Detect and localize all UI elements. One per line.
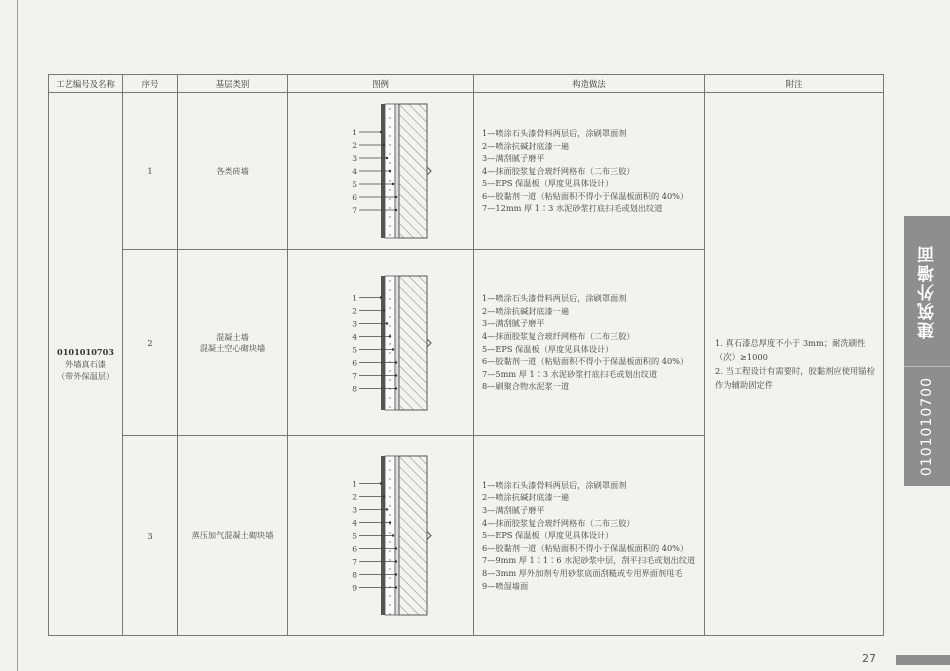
layer-label: 9 (351, 583, 357, 593)
row-3-serial: 3 (123, 436, 178, 636)
insulation-dot (389, 307, 390, 308)
leader-dot (385, 322, 387, 324)
method-line: 4—抹面胶浆复合玻纤网格布（二布三胶） (482, 330, 635, 341)
chapter-side-tab (904, 216, 950, 486)
layer-label: 1 (351, 293, 357, 302)
finish-layer (381, 276, 385, 410)
process-name: 外墙真石漆 (65, 359, 106, 369)
insulation-dot (389, 180, 390, 181)
method-line: 3—满刮腻子磨平 (482, 318, 545, 329)
break-line (427, 456, 431, 615)
base-wall (399, 104, 427, 238)
insulation-dot (389, 280, 390, 281)
break-line (427, 104, 431, 238)
leader-dot (385, 508, 387, 510)
insulation-dot (389, 487, 390, 488)
method-line: 5—EPS 保温板（厚度见具体设计） (482, 343, 614, 354)
insulation-dot (389, 397, 390, 398)
row-3-legend-cell (288, 436, 474, 636)
chapter-code: 0101010700 (919, 377, 935, 477)
insulation-dot (389, 550, 390, 551)
insulation-dot (389, 370, 390, 371)
chapter-title: 建筑外墙面 (917, 243, 938, 339)
insulation-dot (389, 559, 390, 560)
wall-section-diagram (321, 96, 441, 246)
insulation-dot (389, 541, 390, 542)
insulation-dot (389, 343, 390, 344)
process-name-sub: （带外保温层） (56, 371, 115, 381)
row-1-method (474, 93, 705, 250)
leader-dot (394, 196, 396, 198)
method-line: 8—3mm 厚外加剂专用砂浆底面刮糙或专用界面剂甩毛 (482, 567, 683, 578)
layer-label: 5 (351, 180, 357, 189)
header-base-type: 基层类别 (178, 75, 288, 93)
layer-label: 6 (351, 193, 357, 202)
layer-label: 2 (351, 306, 357, 315)
row-1-base-type: 各类砖墙 (178, 93, 288, 250)
note-line: 2. 当工程设计有需要时，胶黏剂应使用锚栓作为辅助固定件 (715, 366, 875, 390)
insulation-dot (389, 135, 390, 136)
row-2-serial: 2 (123, 250, 178, 436)
insulation-dot (389, 469, 390, 470)
method-line: 9—喷湿墙面 (482, 580, 529, 591)
layer-label: 4 (351, 518, 357, 528)
row-2-legend-cell (288, 250, 474, 436)
layer-label: 1 (351, 128, 357, 137)
break-line (427, 276, 431, 410)
insulation-dot (389, 144, 390, 145)
layer-label: 1 (351, 479, 357, 489)
header-process-code-name: 工艺编号及名称 (49, 75, 123, 93)
insulation-dot (389, 225, 390, 226)
wall-section-diagram (321, 448, 441, 623)
method-line: 3—满刮腻子磨平 (482, 153, 545, 164)
page-frame-line (17, 0, 18, 671)
insulation-dot (389, 153, 390, 154)
insulation-dot (389, 207, 390, 208)
page-number-bar (896, 655, 950, 665)
layer-label: 3 (351, 319, 357, 328)
layer-label: 8 (351, 570, 357, 580)
leader-dot (394, 547, 396, 549)
leader-dot (379, 296, 381, 298)
insulation-dot (389, 234, 390, 235)
header-notes: 附注 (705, 75, 884, 93)
row-2-base-type: 混凝土墙 混凝土空心砌块墙 (178, 250, 288, 436)
method-line: 6—胶黏剂一道（粘贴面积不得小于保温板面积的 40%） (482, 356, 689, 367)
method-line: 2—喷涂抗碱封底漆一遍 (482, 492, 570, 503)
process-code: 0101010703 (57, 347, 114, 357)
insulation-dot (389, 289, 390, 290)
insulation-dot (389, 568, 390, 569)
method-line: 3—满刮腻子磨平 (482, 505, 545, 516)
leader-dot (388, 170, 390, 172)
base-wall (399, 456, 427, 615)
mortar-layer (395, 276, 399, 410)
insulation-dot (389, 216, 390, 217)
leader-dot (391, 183, 393, 185)
insulation-dot (389, 189, 390, 190)
leader-dot (379, 482, 381, 484)
leader-dot (388, 521, 390, 523)
leader-dot (394, 560, 396, 562)
layer-label: 5 (351, 531, 357, 541)
layer-label: 6 (351, 544, 357, 554)
row-1-legend-cell (288, 93, 474, 250)
method-line: 5—EPS 保温板（厚度见具体设计） (482, 178, 614, 189)
insulation-dot (389, 198, 390, 199)
leader-dot (394, 209, 396, 211)
layer-label: 7 (351, 557, 357, 567)
wall-section-diagram (321, 268, 441, 418)
mortar-layer (395, 104, 399, 238)
insulation-dot (389, 298, 390, 299)
insulation-dot (389, 352, 390, 353)
layer-label: 4 (351, 332, 357, 341)
leader-dot (394, 387, 396, 389)
leader-dot (394, 573, 396, 575)
layer-label: 6 (351, 358, 357, 367)
method-line: 6—胶黏剂一道（粘贴面积不得小于保温板面积的 40%） (482, 190, 689, 201)
method-line: 1—喷涂石头漆骨料两层后，涂刷罩面剂 (482, 127, 627, 138)
insulation-dot (389, 126, 390, 127)
table-row (49, 93, 884, 250)
layer-label: 7 (351, 371, 357, 380)
layer-label: 2 (351, 492, 357, 502)
insulation-dot (389, 162, 390, 163)
leader-dot (394, 361, 396, 363)
header-construction-method: 构造做法 (474, 75, 705, 93)
layer-label: 3 (351, 154, 357, 163)
row-3-base-type: 蒸压加气混凝土砌块墙 (178, 436, 288, 636)
method-line: 2—喷涂抗碱封底漆一遍 (482, 140, 570, 151)
leader-dot (382, 144, 384, 146)
insulation-dot (389, 460, 390, 461)
base-wall (399, 276, 427, 410)
header-serial-no: 序号 (123, 75, 178, 93)
mortar-layer (395, 456, 399, 615)
insulation-dot (389, 505, 390, 506)
leader-dot (379, 131, 381, 133)
row-1-serial: 1 (123, 93, 178, 250)
method-line: 1—喷涂石头漆骨料两层后，涂刷罩面剂 (482, 293, 627, 304)
method-line: 7—5mm 厚 1∶3 水泥砂浆打底扫毛或划出纹道 (482, 368, 658, 379)
insulation-layer (385, 276, 395, 410)
method-line: 7—9mm 厚 1∶1∶6 水泥砂浆中层，刮平扫毛或划出纹道 (482, 555, 696, 566)
leader-dot (385, 157, 387, 159)
leader-dot (391, 534, 393, 536)
insulation-dot (389, 532, 390, 533)
method-line: 1—喷涂石头漆骨料两层后，涂刷罩面剂 (482, 479, 627, 490)
leader-dot (382, 495, 384, 497)
page-number: 27 (862, 652, 876, 665)
method-line: 8—刷聚合物水泥浆一道 (482, 381, 570, 392)
method-line: 5—EPS 保温板（厚度见具体设计） (482, 530, 614, 541)
leader-dot (391, 348, 393, 350)
insulation-dot (389, 406, 390, 407)
layer-label: 3 (351, 505, 357, 515)
method-line: 2—喷涂抗碱封底漆一遍 (482, 305, 570, 316)
table-header-row (49, 75, 884, 93)
leader-dot (394, 586, 396, 588)
header-legend: 图例 (288, 75, 474, 93)
layer-label: 5 (351, 345, 357, 354)
insulation-dot (389, 379, 390, 380)
layer-label: 2 (351, 141, 357, 150)
insulation-dot (389, 514, 390, 515)
insulation-dot (389, 595, 390, 596)
insulation-dot (389, 496, 390, 497)
construction-spec-table (48, 74, 884, 636)
insulation-dot (389, 613, 390, 614)
layer-label: 7 (351, 206, 357, 215)
method-line: 4—抹面胶浆复合玻纤网格布（二布三胶） (482, 165, 635, 176)
insulation-dot (389, 577, 390, 578)
note-line: 1. 真石漆总厚度不小于 3mm；耐洗刷性（次）≥1000 (715, 338, 866, 362)
method-line: 7—12mm 厚 1∶3 水泥砂浆打底扫毛或划出纹道 (482, 203, 663, 214)
row-3-method (474, 436, 705, 636)
insulation-dot (389, 117, 390, 118)
insulation-dot (389, 108, 390, 109)
insulation-dot (389, 316, 390, 317)
leader-dot (394, 374, 396, 376)
layer-label: 4 (351, 167, 357, 176)
insulation-dot (389, 604, 390, 605)
row-2-method (474, 250, 705, 436)
method-line: 6—胶黏剂一道（粘贴面积不得小于保温板面积的 40%） (482, 542, 689, 553)
insulation-dot (389, 478, 390, 479)
notes-cell (705, 93, 884, 636)
method-line: 4—抹面胶浆复合玻纤网格布（二布三胶） (482, 517, 635, 528)
insulation-dot (389, 325, 390, 326)
leader-dot (382, 309, 384, 311)
process-code-cell (49, 93, 123, 636)
leader-dot (388, 335, 390, 337)
layer-label: 8 (351, 384, 357, 393)
